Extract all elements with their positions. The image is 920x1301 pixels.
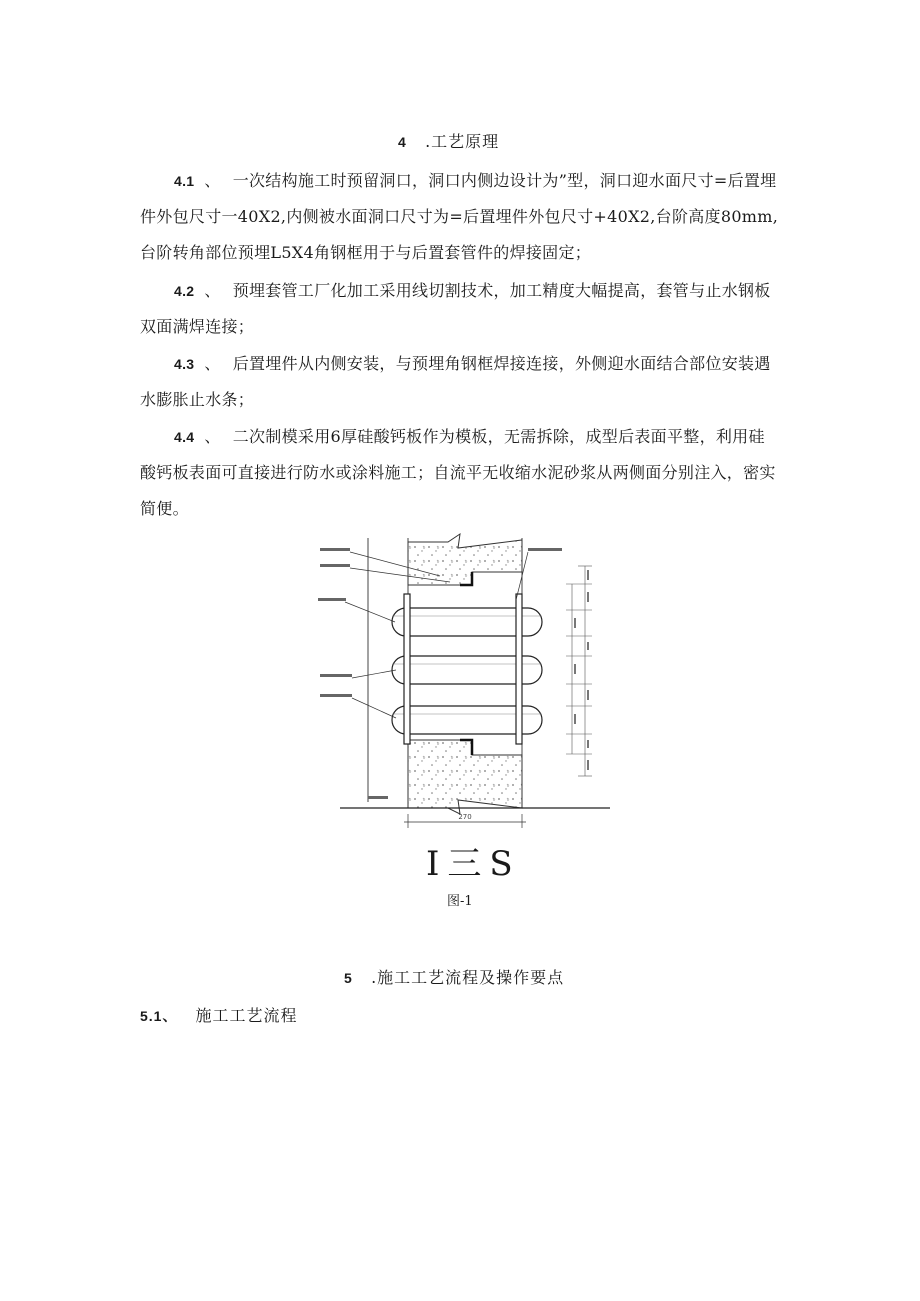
section-5-title: .施工工艺流程及操作要点	[371, 968, 565, 987]
figure-large-label: I三S	[426, 844, 521, 884]
section-4-heading	[398, 129, 499, 152]
item-text: 预埋套管工厂化加工采用线切割技术，加工精度大幅提高，套管与止水钢板双面满焊连接；	[140, 281, 771, 336]
item-number: 4.1	[174, 173, 195, 189]
item-text: 一次结构施工时预留洞口，洞口内侧边设计为”型，洞口迎水面尺寸=后置埋件外包尺寸一40X2,内侧被水面洞口尺寸为=后置埋件外包尺寸+40X2,台阶高度80mm,台阶转角部位预埋L5X4角钢框用于与后置套管件的焊接固定；	[140, 171, 779, 262]
subsection-title: 施工工艺流程	[195, 1006, 298, 1025]
subsection-separator: 、	[162, 1008, 178, 1024]
item-text: 二次制模采用6厚硅酸钙板作为模板，无需拆除，成型后表面平整，利用硅酸钙板表面可直接进行防水或涂料施工；自流平无收缩水泥砂浆从两侧面分别注入，密实简便。	[140, 427, 776, 518]
item-number: 4.2	[174, 283, 195, 299]
pipe-sleeve-drawing	[300, 530, 630, 835]
paragraph-4-1	[140, 163, 780, 271]
subsection-number: 5.1	[140, 1008, 163, 1024]
item-separator: 、	[204, 427, 221, 446]
item-number: 4.3	[174, 356, 195, 372]
item-separator: 、	[204, 354, 221, 373]
section-5-heading	[344, 965, 564, 988]
section-4-title: .工艺原理	[425, 132, 500, 151]
item-separator: 、	[204, 281, 221, 300]
paragraph-4-3	[140, 346, 780, 418]
width-dimension-label: 270	[458, 813, 472, 821]
section-4-number: 4	[398, 134, 407, 150]
section-5-number: 5	[344, 970, 353, 986]
paragraph-4-4	[140, 419, 780, 527]
figure-caption: 图-1	[447, 894, 473, 909]
paragraph-4-2	[140, 273, 780, 345]
subsection-5-1	[140, 1003, 297, 1026]
item-number: 4.4	[174, 429, 195, 445]
item-text: 后置埋件从内侧安装，与预埋角钢框焊接连接，外侧迎水面结合部位安装遇水膨胀止水条；	[140, 354, 771, 409]
item-separator: 、	[204, 171, 221, 190]
